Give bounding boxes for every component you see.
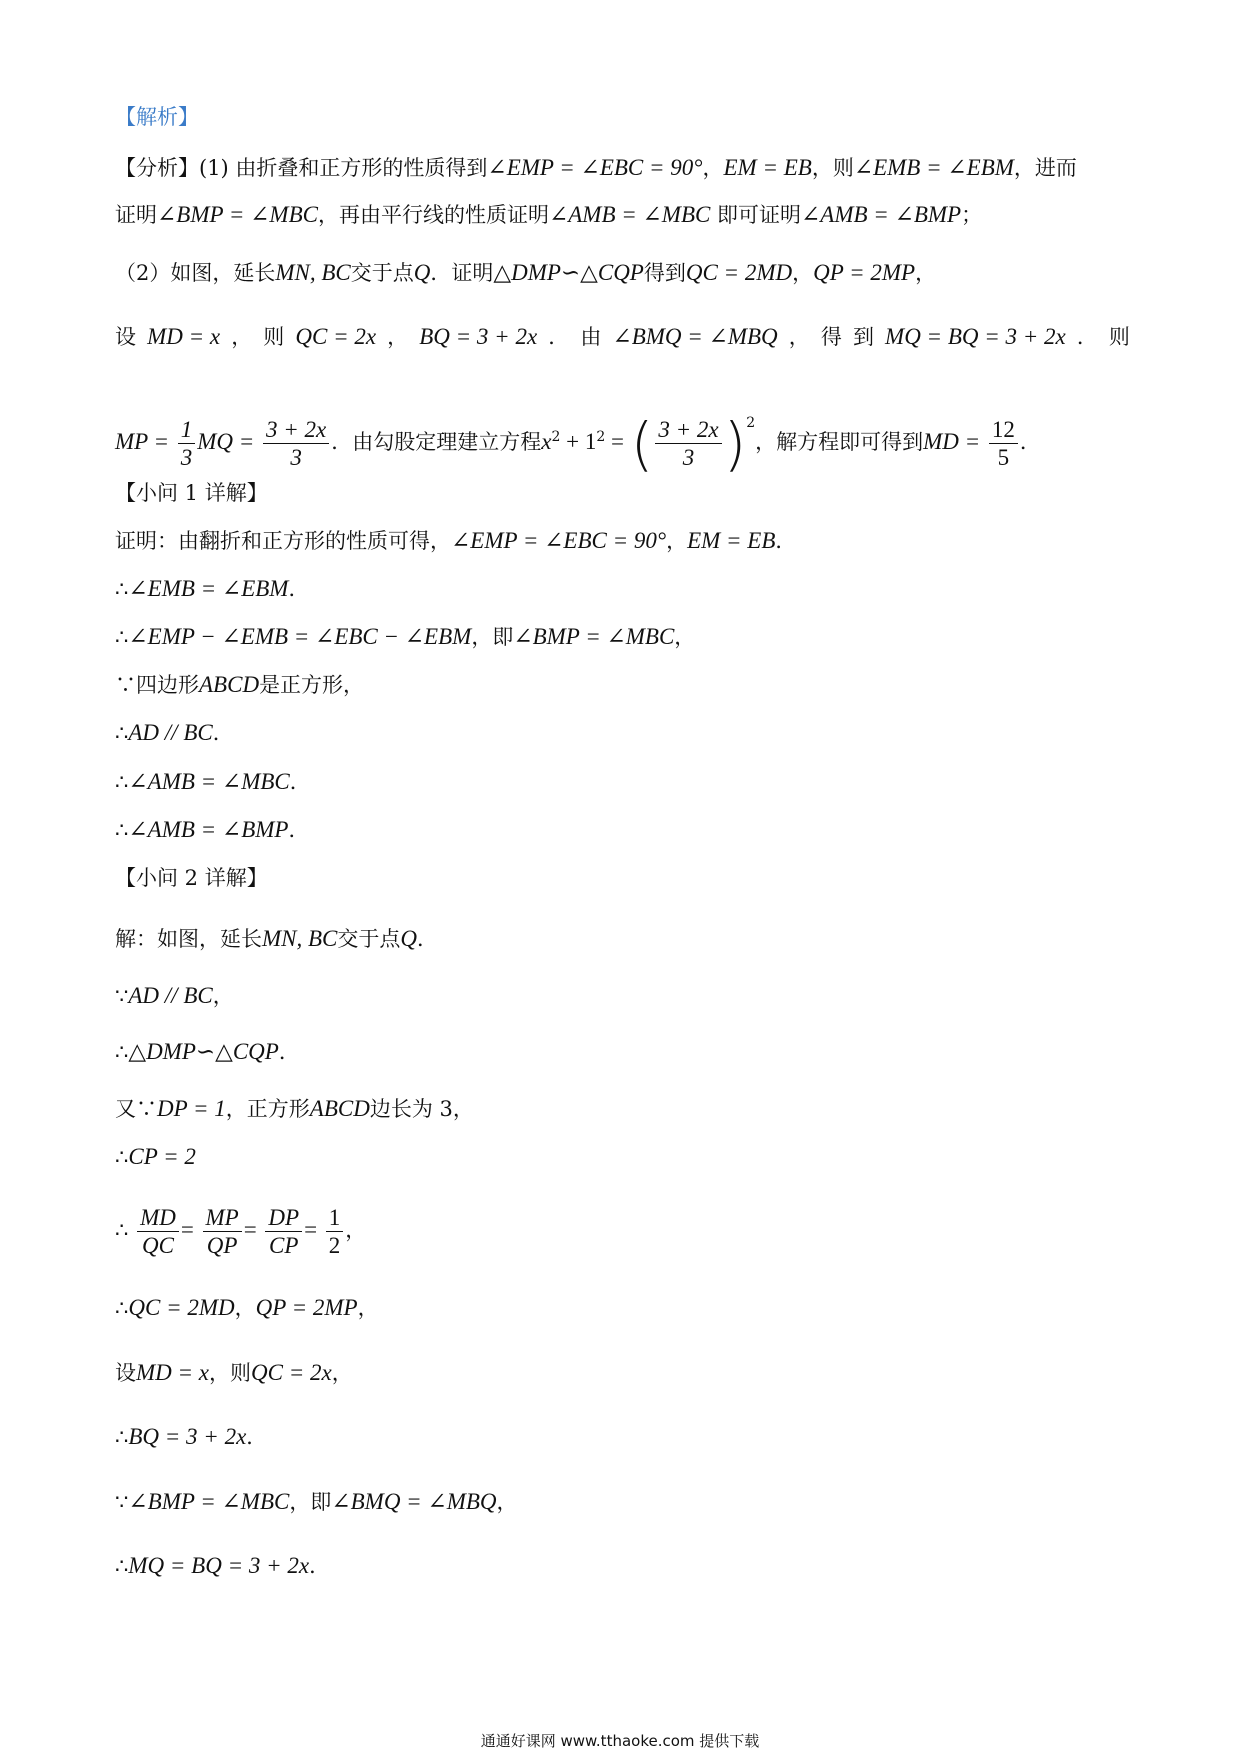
part2-line-9: ∴BQ = 3 + 2x． xyxy=(115,1424,268,1449)
part2-line-3: ∴△DMP∽△CQP． xyxy=(115,1039,300,1064)
fraction-one-half: $\frac{1}{2}$ xyxy=(326,1204,344,1259)
fraction-one-third: $\frac{1}{3}$ xyxy=(178,416,196,471)
part1-line-1: 证明：由翻折和正方形的性质可得，∠EMP = ∠EBC = 90°，EM = EB． xyxy=(115,528,797,553)
page-footer: 通通好课网 www.tthaoke.com 提供下载 xyxy=(480,1732,760,1750)
analysis-line-1: 【分析】(1) 由折叠和正方形的性质得到∠EMP = ∠EBC = 90°，EM = EB，则∠EMB = ∠EBM，进而 xyxy=(115,155,1077,180)
analysis-line-4: 设 MD = x ， 则 QC = 2x ， BQ = 3 + 2x ． 由 ∠BMQ = ∠MBQ ， 得 到 MQ = BQ = 3 + 2x ． 则 xyxy=(115,324,1130,349)
part2-line-4: 又∵DP = 1，正方形ABCD边长为 3， xyxy=(115,1096,474,1121)
part1-title: 【小问 1 详解】 xyxy=(115,481,268,505)
part1-line-3: ∴∠EMP − ∠EMB = ∠EBC − ∠EBM，即∠BMP = ∠MBC， xyxy=(115,624,696,649)
fraction-dp-cp: $\frac{DP}{CP}$ xyxy=(265,1204,302,1259)
part2-line-10: ∵∠BMP = ∠MBC，即∠BMQ = ∠MBQ， xyxy=(115,1489,518,1514)
analysis-line-5: MP = $\frac{1}{3}$ MQ = $\frac{3 + 2x}{3}$ ．由勾股定理建立方程$x^2 + 1^2$ = ( $\frac{3 + 2x}{3}$ ) $^2$，解方程即可得到MD = $\frac{12}{5}$ ． xyxy=(115,409,1041,478)
part1-line-2: ∴∠EMB = ∠EBM． xyxy=(115,576,310,601)
part2-line-8: 设MD = x，则QC = 2x， xyxy=(115,1360,353,1385)
parenthesized-fraction: ( $\frac{3 + 2x}{3}$ ) xyxy=(630,409,747,478)
part1-line-7: ∴∠AMB = ∠BMP． xyxy=(115,817,310,842)
part2-line-7: ∴QC = 2MD，QP = 2MP， xyxy=(115,1295,379,1320)
part2-title: 【小问 2 详解】 xyxy=(115,866,268,890)
part2-line-6: ∴ $\frac{MD}{QC}$ = $\frac{MP}{QP}$ = $\frac{DP}{CP}$ = $\frac{1}{2}$ ， xyxy=(115,1205,367,1258)
part1-line-5: ∴AD // BC． xyxy=(115,720,234,745)
fraction-12-over-5: $\frac{12}{5}$ xyxy=(989,416,1018,471)
part1-line-4: ∵四边形ABCD是正方形， xyxy=(115,672,365,697)
fraction-mp-qp: $\frac{MP}{QP}$ xyxy=(203,1204,242,1259)
part2-line-1: 解：如图，延长MN, BC交于点Q． xyxy=(115,926,439,951)
fraction-3-plus-2x-over-3: $\frac{3 + 2x}{3}$ xyxy=(263,416,329,471)
part2-line-2: ∵AD // BC， xyxy=(115,983,234,1008)
section-title: 【解析】 xyxy=(115,105,199,129)
fraction-md-qc: $\frac{MD}{QC}$ xyxy=(137,1204,179,1259)
analysis-line-2: 证明∠BMP = ∠MBC，再由平行线的性质证明∠AMB = ∠MBC 即可证明∠AMB = ∠BMP； xyxy=(115,202,983,227)
part1-line-6: ∴∠AMB = ∠MBC． xyxy=(115,769,311,794)
part2-line-11: ∴MQ = BQ = 3 + 2x． xyxy=(115,1553,331,1578)
analysis-line-3: （2）如图，延长MN, BC交于点Q．证明△DMP∽△CQP得到QC = 2MD，QP = 2MP， xyxy=(115,260,937,285)
part2-line-5: ∴CP = 2 xyxy=(115,1144,196,1169)
